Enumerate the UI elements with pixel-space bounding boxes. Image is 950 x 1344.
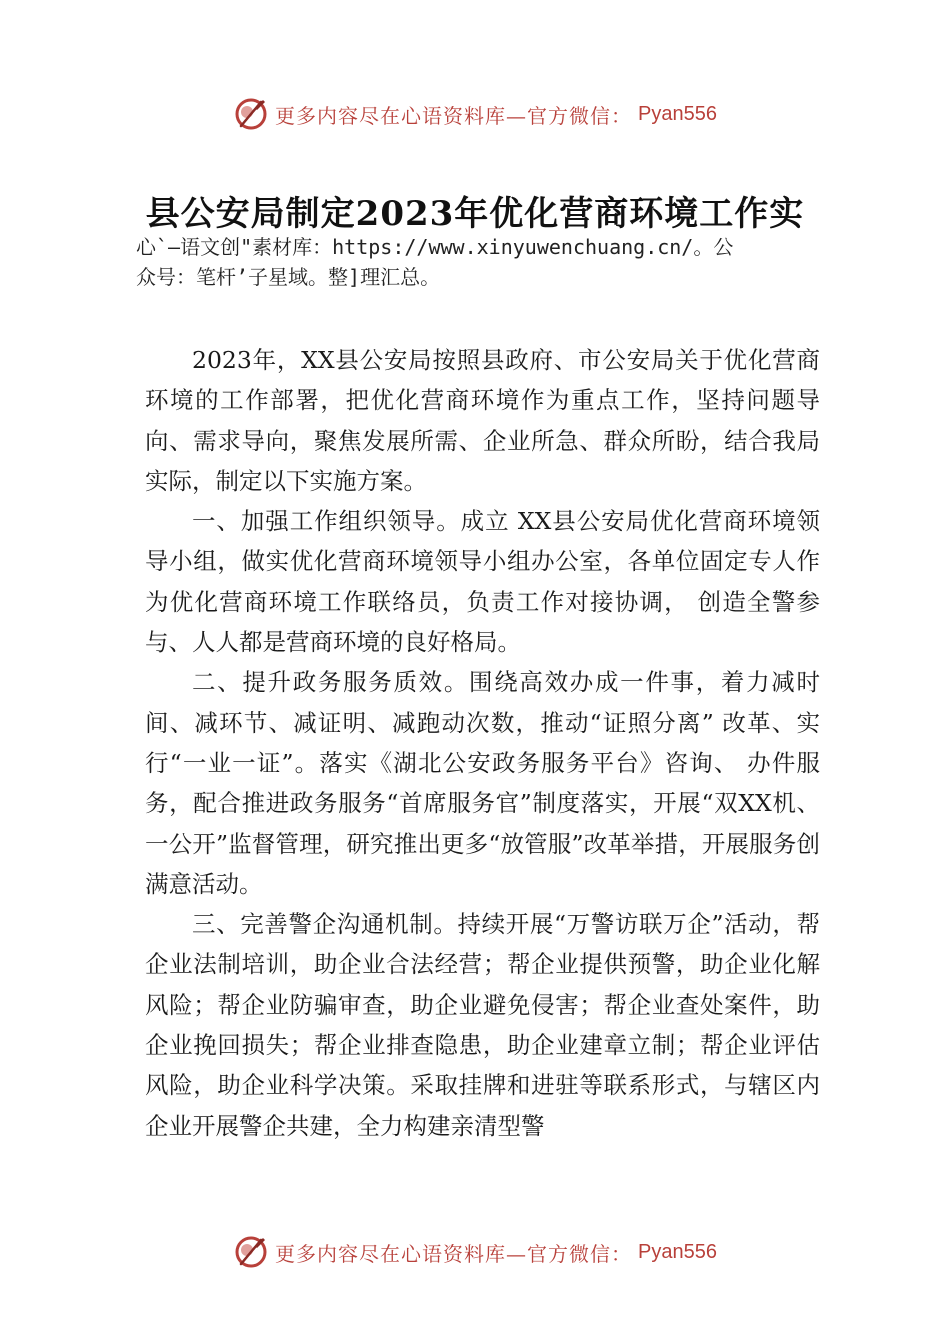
footer-banner [0,1230,950,1274]
source-line-2: 众号：笔杆’子星域。整]理汇总。 [136,265,441,289]
source-note [136,232,836,292]
brush-logo-icon [233,96,269,132]
document-title: 县公安局制定2023年优化营商环境工作实 [145,194,805,234]
source-line-1: 心`—语文创"素材库：https://www.xinyuwenchuang.cn/。公 [136,235,734,259]
footer-wechat-id: Pyan556 [638,1240,717,1263]
header-banner [0,92,950,136]
paragraph-section-3: 三、完善警企沟通机制。持续开展“万警访联万企”活动，帮企业法制培训，助企业合法经营；帮企业提供预警，助企业化解风险；帮企业防骗审查，助企业避免侵害；帮企业查处案件，助企业挽回损失；帮企业排查隐患，助企业建章立制；帮企业评估风险，助企业科学决策。采取挂牌和进驻等联系形式，与辖区内企业开展警企共建，全力构建亲清型警 [145,910,820,1140]
brush-logo-icon [233,1234,269,1270]
header-wechat-id: Pyan556 [638,102,717,125]
paragraph-section-1: 一、加强工作组织领导。成立 XX县公安局优化营商环境领导小组，做实优化营商环境领导小组办公室，各单位固定专人作为优化营商环境工作联络员，负责工作对接协调， 创造全警参与、人人都是营商环境的良好格局。 [145,507,820,657]
document-body [145,340,820,1146]
footer-banner-text: 更多内容尽在心语资料库—官方微信： [275,1241,633,1266]
paragraph-intro: 2023年，XX县公安局按照县政府、市公安局关于优化营商环境的工作部署，把优化营商环境作为重点工作，坚持问题导向、需求导向，聚焦发展所需、企业所急、群众所盼，结合我局实际，制定以下实施方案。 [145,346,820,495]
header-banner-text: 更多内容尽在心语资料库—官方微信： [275,103,633,128]
paragraph-section-2: 二、提升政务服务质效。围绕高效办成一件事，着力减时间、减环节、减证明、减跑动次数，推动“证照分离” 改革、实行“一业一证”。落实《湖北公安政务服务平台》咨询、 办件服务，配合推进政务服务“首席服务官”制度落实，开展“双XX机、一公开”监督管理，研究推出更多“放管服”改革举措，开展服务创满意活动。 [145,668,820,898]
